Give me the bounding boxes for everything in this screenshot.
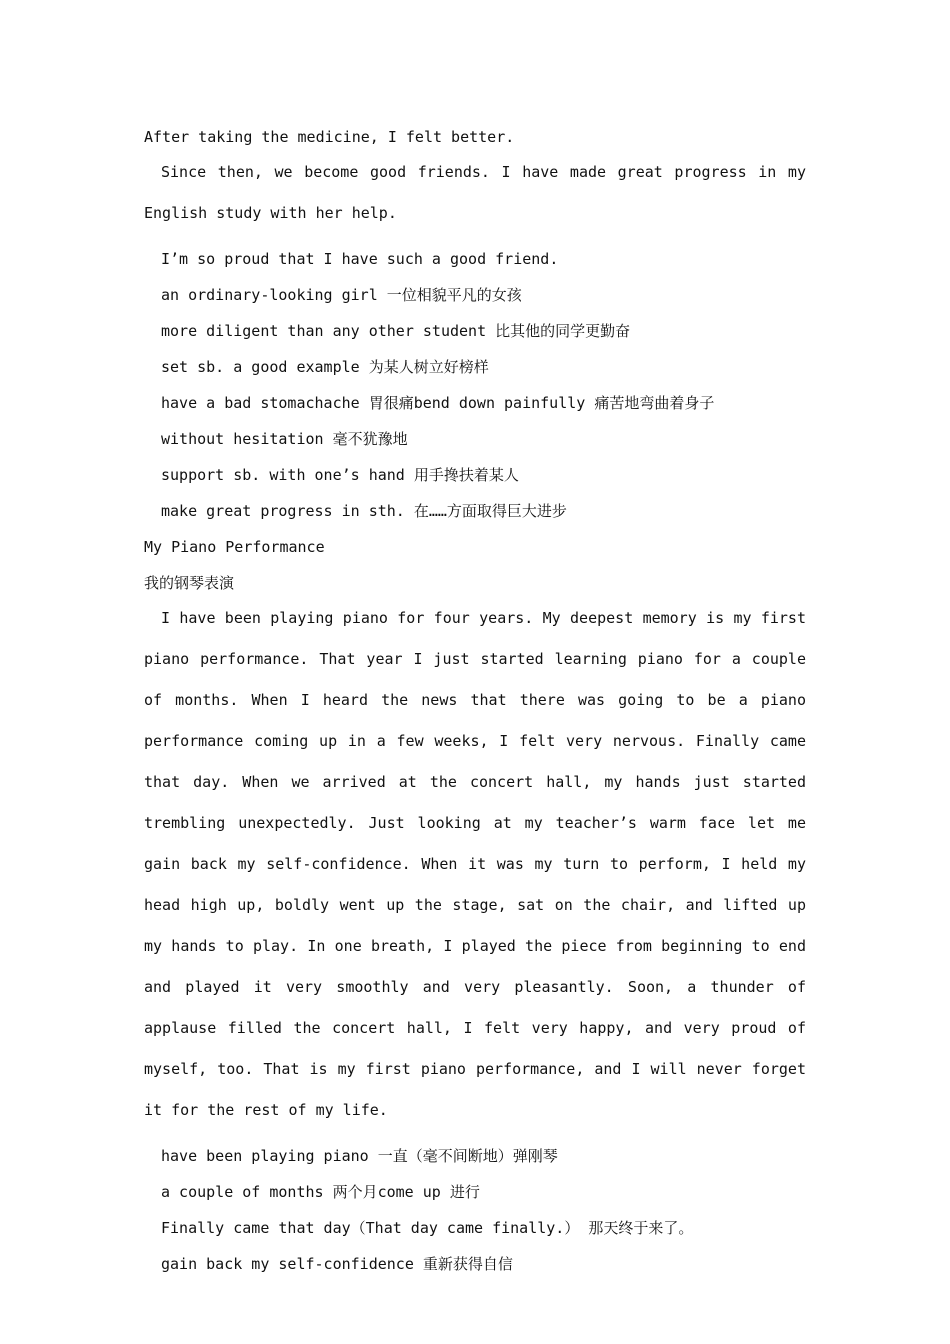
phrase-line: have a bad stomachache 胃很痛bend down painfully 痛苦地弯曲着身子: [161, 394, 715, 412]
phrase-line: have been playing piano 一直（毫不间断地）弹刚琴: [161, 1147, 558, 1165]
phrase-line: make great progress in sth. 在……方面取得巨大进步: [161, 502, 567, 520]
phrase-line: Finally came that day（That day came finally.） 那天终于来了。: [161, 1219, 694, 1237]
phrase-line: more diligent than any other student 比其他的同学更勤奋: [161, 322, 631, 340]
text-line: After taking the medicine, I felt better.: [144, 128, 515, 146]
document-page: [144, 126, 806, 1289]
phrase-line: gain back my self-confidence 重新获得自信: [161, 1255, 513, 1273]
phrase-line: a couple of months 两个月come up 进行: [161, 1183, 480, 1201]
phrase-line: support sb. with one’s hand 用手搀扶着某人: [161, 466, 519, 484]
phrase-line: an ordinary-looking girl 一位相貌平凡的女孩: [161, 286, 522, 304]
paragraph: Since then, we become good friends. I have made great progress in my English study with her help.: [144, 163, 806, 222]
essay-title-chinese: 我的钢琴表演: [144, 574, 235, 592]
essay-paragraph: I have been playing piano for four years. My deepest memory is my first piano performance. That year I just started learning piano for a couple of months. When I heard the news that there was going to be a piano performance coming up in a few weeks, I felt very nervous. Finally came that day. When we arrived at the concert hall, my hands just started trembling unexpectedly. Just looking at my teacher’s warm face let me gain back my self-confidence. When it was my turn to perform, I held my head high up, boldly went up the stage, sat on the chair, and lifted up my hands to play. In one breath, I played the piece from beginning to end and played it very smoothly and very pleasantly. Soon, a thunder of applause filled the concert hall, I felt very happy, and very proud of myself, too. That is my first piano performance, and I will never forget it for the rest of my life.: [144, 609, 806, 1119]
phrase-line: set sb. a good example 为某人树立好榜样: [161, 358, 489, 376]
phrase-line: without hesitation 毫不犹豫地: [161, 430, 408, 448]
text-line: I’m so proud that I have such a good friend.: [161, 250, 559, 268]
essay-title-english: My Piano Performance: [144, 538, 325, 556]
